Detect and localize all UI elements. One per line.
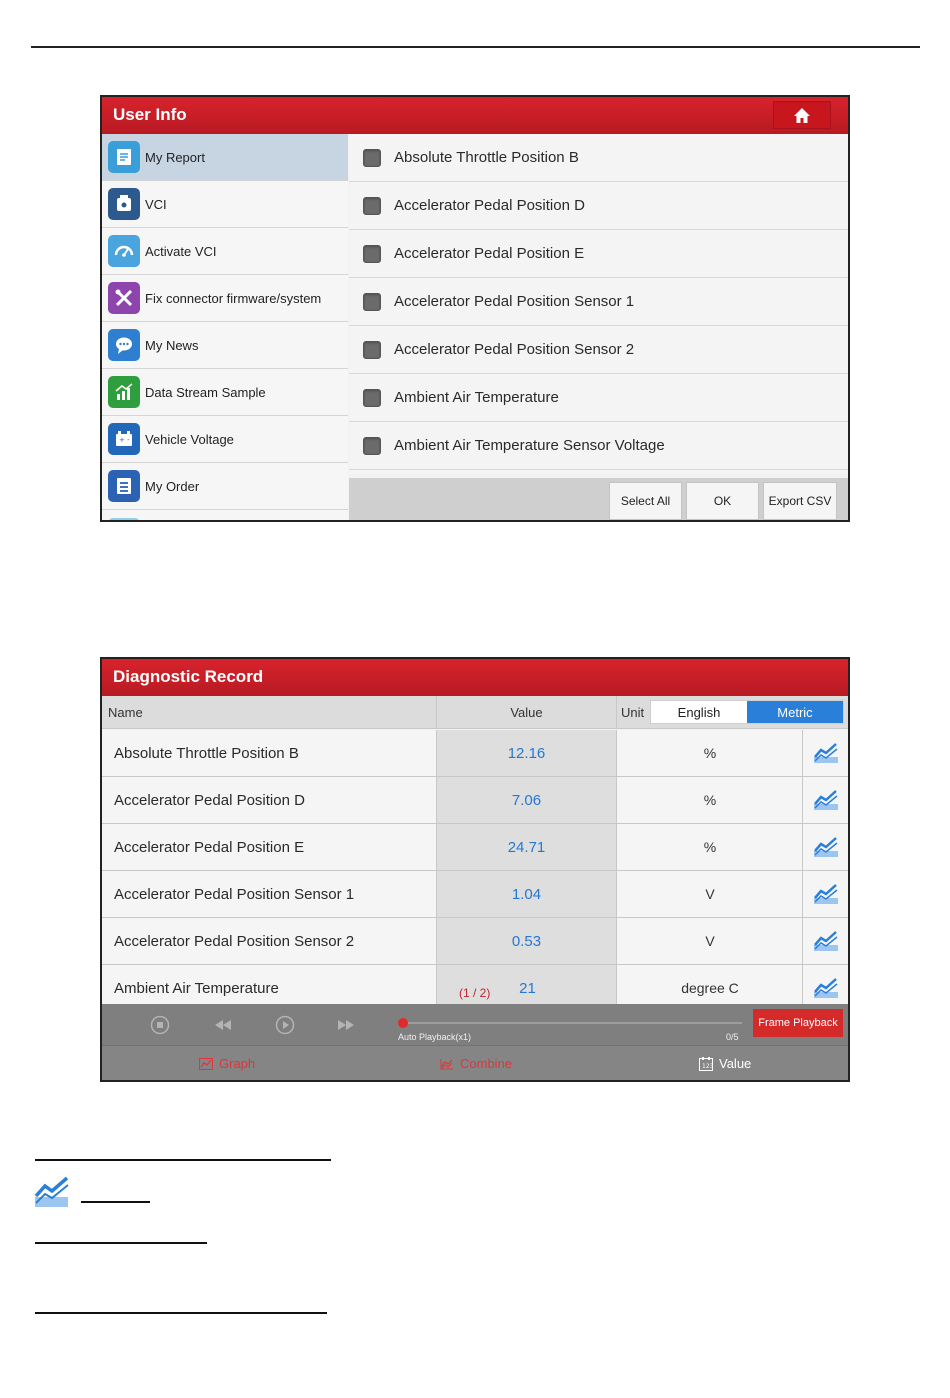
checkbox[interactable] [363, 341, 381, 359]
row-name: Accelerator Pedal Position D [114, 792, 305, 809]
ok-button[interactable]: OK [686, 482, 759, 520]
checklist-item[interactable] [349, 278, 848, 326]
text-underline [81, 1201, 150, 1203]
tab-graph[interactable] [199, 1046, 255, 1081]
row-value-cell [436, 730, 617, 776]
window-title: User Info [113, 105, 187, 124]
sidebar-item-fix-connector[interactable] [102, 275, 348, 322]
checkbox[interactable] [363, 197, 381, 215]
header-name: Name [108, 705, 143, 720]
checkbox[interactable] [363, 293, 381, 311]
more-icon [108, 518, 140, 523]
diagnostic-record-window [100, 657, 850, 1082]
report-icon [108, 141, 140, 173]
table-row [102, 730, 848, 777]
table-header [102, 696, 848, 729]
checklist-label: Accelerator Pedal Position Sensor 2 [394, 341, 635, 358]
checklist-label: Accelerator Pedal Position D [394, 197, 585, 214]
row-name: Accelerator Pedal Position Sensor 1 [114, 886, 355, 903]
table-row [102, 777, 848, 824]
sidebar-item-label: My Order [145, 478, 200, 494]
checklist-item[interactable] [349, 326, 848, 374]
page-indicator: (1 / 2) [459, 986, 491, 1000]
tab-combine[interactable] [440, 1046, 512, 1081]
row-name: Accelerator Pedal Position E [114, 839, 305, 856]
view-tabs [102, 1045, 848, 1080]
sidebar-item-my-news[interactable] [102, 322, 348, 369]
tab-label: Graph [219, 1056, 256, 1071]
table-row [102, 824, 848, 871]
action-bar [349, 478, 848, 522]
row-value: 21 [519, 980, 536, 997]
user-info-window [100, 95, 850, 522]
row-value: 0.53 [511, 933, 542, 950]
home-icon [793, 107, 811, 124]
svg-text:123: 123 [702, 1062, 713, 1070]
graph-toggle-button[interactable] [802, 871, 848, 917]
row-value-cell [436, 871, 617, 917]
unit-toggle [650, 700, 844, 724]
play-button[interactable] [275, 1015, 295, 1035]
checklist-item[interactable] [349, 422, 848, 470]
row-value: 12.16 [507, 745, 546, 762]
combine-icon [440, 1058, 454, 1070]
checklist-item[interactable] [349, 134, 848, 182]
row-value-cell [436, 918, 617, 964]
table-row [102, 871, 848, 918]
row-value: 24.71 [507, 839, 546, 856]
trend-chart-icon [813, 789, 839, 811]
checkbox[interactable] [363, 437, 381, 455]
graph-toggle-button[interactable] [802, 824, 848, 870]
checklist-label: Accelerator Pedal Position Sensor 1 [394, 293, 635, 310]
checklist-item[interactable] [349, 230, 848, 278]
unit-metric-option[interactable]: Metric [747, 701, 843, 723]
table-row [102, 918, 848, 965]
playback-thumb[interactable] [398, 1018, 408, 1028]
sidebar-item-activate-vci[interactable] [102, 228, 348, 275]
unit-english-option[interactable]: English [651, 701, 747, 723]
fast-forward-button[interactable] [336, 1015, 356, 1035]
row-unit: % [703, 839, 717, 855]
checklist-item[interactable] [349, 374, 848, 422]
row-value: 1.04 [511, 886, 542, 903]
checkbox[interactable] [363, 389, 381, 407]
sidebar-item-my-report[interactable] [102, 134, 348, 181]
checklist-label: Ambient Air Temperature Sensor Voltage [394, 437, 665, 454]
checklist-panel [349, 134, 848, 474]
sidebar-item-vehicle-voltage[interactable] [102, 416, 348, 463]
row-value-cell [436, 824, 617, 870]
header-unit: Unit [621, 705, 645, 720]
chart-icon [108, 376, 140, 408]
checkbox[interactable] [363, 149, 381, 167]
row-name: Ambient Air Temperature [114, 980, 279, 997]
row-unit: degree C [681, 980, 739, 996]
sidebar-item-vci[interactable] [102, 181, 348, 228]
select-all-button[interactable]: Select All [609, 482, 682, 520]
tab-value[interactable] [699, 1046, 751, 1081]
row-unit: V [705, 886, 715, 902]
rewind-icon [213, 1018, 233, 1032]
title-bar [102, 659, 848, 696]
row-value-cell [436, 777, 617, 823]
row-name: Accelerator Pedal Position Sensor 2 [114, 933, 355, 950]
vci-icon [108, 188, 140, 220]
trend-chart-icon [813, 883, 839, 905]
sidebar-item-partial[interactable] [102, 510, 348, 522]
trend-chart-icon [34, 1176, 69, 1208]
svg-text:+ -: + - [119, 436, 130, 444]
graph-toggle-button[interactable] [802, 918, 848, 964]
frame-counter: 0/5 [726, 1032, 739, 1042]
trend-chart-icon [813, 977, 839, 999]
tab-label: Value [719, 1056, 752, 1071]
graph-toggle-button[interactable] [802, 730, 848, 776]
stop-icon [150, 1015, 170, 1035]
sidebar-item-label: My News [145, 337, 199, 353]
text-underline [35, 1312, 327, 1314]
playback-mode: Auto Playback(x1) [398, 1032, 472, 1042]
title-bar [102, 97, 848, 134]
value-icon [699, 1057, 713, 1071]
tools-icon [108, 282, 140, 314]
home-button[interactable] [773, 101, 831, 129]
trend-chart-icon [813, 836, 839, 858]
sidebar-item-label: Data Stream Sample [145, 384, 266, 400]
sidebar-item-label: Fix connector firmware/system [145, 290, 322, 306]
checklist-item[interactable] [349, 182, 848, 230]
sidebar-item-label: Activate VCI [145, 243, 217, 259]
row-unit: % [703, 792, 717, 808]
checklist-label: Accelerator Pedal Position E [394, 245, 585, 262]
export-csv-button[interactable]: Export CSV [763, 482, 837, 520]
chat-icon [108, 329, 140, 361]
activate-icon [108, 235, 140, 267]
graph-icon [199, 1058, 213, 1070]
playback-track[interactable] [402, 1022, 742, 1024]
playback-bar [102, 1004, 848, 1045]
sidebar-item-label: My Report [145, 149, 205, 165]
sidebar-item-label: Vehicle Voltage [145, 431, 234, 447]
order-icon [108, 470, 140, 502]
frame-playback-button[interactable]: Frame Playback [753, 1009, 843, 1037]
fast-forward-icon [336, 1018, 356, 1032]
sidebar-item-data-stream-sample[interactable] [102, 369, 348, 416]
text-underline [35, 1159, 331, 1161]
checkbox[interactable] [363, 245, 381, 263]
sidebar-item-my-order[interactable] [102, 463, 348, 510]
play-icon [275, 1015, 295, 1035]
row-value: 7.06 [511, 792, 542, 809]
stop-button[interactable] [150, 1015, 170, 1035]
text-underline [35, 1242, 207, 1244]
sidebar [102, 134, 348, 522]
checklist-label: Absolute Throttle Position B [394, 149, 579, 166]
header-value: Value [436, 696, 617, 729]
row-unit: % [703, 745, 717, 761]
trend-chart-icon [813, 742, 839, 764]
sidebar-item-label: VCI [145, 196, 167, 212]
row-name: Absolute Throttle Position B [114, 745, 299, 762]
row-unit: V [705, 933, 715, 949]
rewind-button[interactable] [213, 1015, 233, 1035]
graph-toggle-button[interactable] [802, 777, 848, 823]
checklist-label: Ambient Air Temperature [394, 389, 559, 406]
page-top-rule [31, 46, 920, 48]
battery-icon [108, 423, 140, 455]
trend-chart-icon [813, 930, 839, 952]
tab-label: Combine [460, 1056, 513, 1071]
window-title: Diagnostic Record [113, 667, 264, 686]
